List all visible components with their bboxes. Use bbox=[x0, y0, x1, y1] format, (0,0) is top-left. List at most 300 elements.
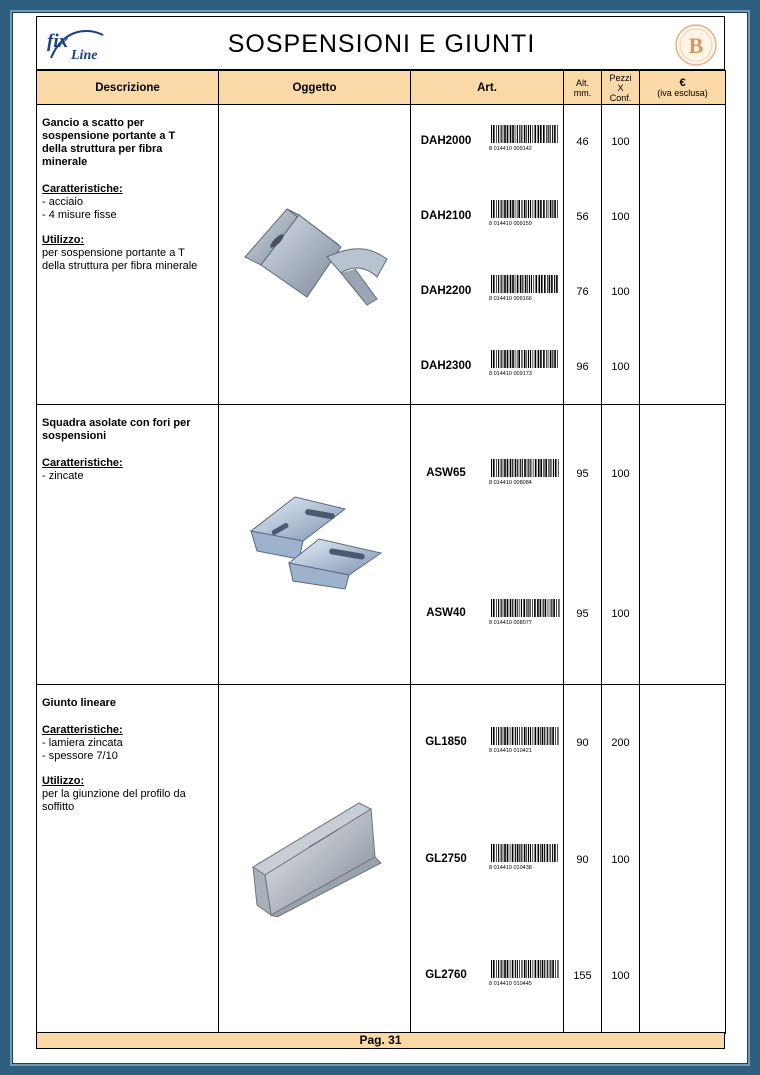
barcode-bar bbox=[522, 459, 523, 477]
barcode-bar bbox=[557, 125, 558, 143]
svg-text:8 014410 010421: 8 014410 010421 bbox=[489, 748, 532, 753]
barcode-bar bbox=[528, 200, 529, 218]
object-cell bbox=[219, 685, 411, 1034]
barcode-bar bbox=[517, 727, 518, 745]
barcode-bar bbox=[540, 960, 541, 978]
caratteristiche-label: Caratteristiche: bbox=[42, 183, 123, 195]
barcode-bar bbox=[542, 960, 544, 978]
col-prezzo: € (iva esclusa) bbox=[640, 71, 726, 105]
barcode-bar bbox=[504, 844, 506, 862]
barcode-bar bbox=[498, 599, 499, 617]
barcode-bar bbox=[504, 459, 506, 477]
barcode-bar bbox=[547, 844, 549, 862]
barcode-bar bbox=[515, 125, 516, 143]
alt-value: 90 bbox=[576, 854, 589, 866]
barcode-bar bbox=[557, 727, 558, 745]
giunto-profile-image bbox=[249, 797, 384, 917]
barcode-bar bbox=[536, 275, 538, 293]
barcode-bar bbox=[524, 727, 526, 745]
barcode-bar bbox=[507, 459, 509, 477]
barcode-bar bbox=[554, 200, 556, 218]
barcode-bar bbox=[528, 960, 529, 978]
barcode-bar bbox=[503, 844, 504, 862]
barcode-bar bbox=[522, 275, 523, 293]
svg-text:Line: Line bbox=[71, 48, 98, 63]
barcode-bar bbox=[493, 459, 495, 477]
barcode-bar bbox=[496, 599, 497, 617]
barcode-bar bbox=[520, 459, 521, 477]
barcode-bar bbox=[543, 350, 545, 368]
article-code: DAH2300 bbox=[420, 360, 472, 372]
svg-text:fix: fix bbox=[47, 31, 69, 52]
product-title: Gancio a scatto per sospensione portante a T della struttura per fibra minerale bbox=[42, 117, 176, 168]
barcode-bar bbox=[504, 200, 506, 218]
barcode-bar bbox=[491, 350, 492, 368]
barcode-bar bbox=[549, 275, 551, 293]
barcode-bar bbox=[548, 599, 549, 617]
barcode-bar bbox=[535, 844, 537, 862]
barcode-bar bbox=[546, 125, 547, 143]
barcode-bar bbox=[548, 459, 549, 477]
product-title: Giunto lineare bbox=[42, 697, 116, 709]
barcode-bar bbox=[547, 275, 548, 293]
description-cell: Giunto lineare Caratteristiche: - lamiera zincata - spessore 7/10 Utilizzo: per la giunzione del profilo da soffitto bbox=[37, 685, 219, 1034]
barcode-bar bbox=[552, 844, 553, 862]
barcode-bar bbox=[556, 275, 558, 293]
art-cell bbox=[411, 105, 564, 405]
barcode-bar bbox=[550, 350, 552, 368]
barcode-bar bbox=[526, 844, 527, 862]
barcode-bar bbox=[510, 200, 512, 218]
svg-text:8 014410 008077: 8 014410 008077 bbox=[489, 620, 532, 625]
barcode-bar bbox=[534, 599, 536, 617]
object-cell bbox=[219, 405, 411, 685]
barcode-bar bbox=[526, 960, 527, 978]
barcode-bar bbox=[533, 459, 534, 477]
barcode-bar bbox=[503, 727, 504, 745]
barcode-bar bbox=[517, 125, 518, 143]
table-row bbox=[37, 405, 726, 685]
barcode-bar bbox=[555, 727, 556, 745]
barcode-bar bbox=[491, 125, 492, 143]
barcode-bar bbox=[552, 350, 553, 368]
barcode-bar bbox=[491, 459, 492, 477]
catalog-page bbox=[36, 16, 725, 1049]
barcode-bar bbox=[510, 599, 512, 617]
barcode-bar bbox=[504, 960, 506, 978]
page-number: Pag. 31 bbox=[36, 1032, 725, 1049]
table-row bbox=[37, 685, 726, 1034]
barcode-bar bbox=[498, 275, 499, 293]
barcode bbox=[489, 960, 561, 986]
barcode-bar bbox=[550, 960, 551, 978]
barcode-bar bbox=[538, 350, 540, 368]
barcode-bar bbox=[501, 844, 502, 862]
barcode-bar bbox=[544, 960, 545, 978]
svg-text:8 014410 009142: 8 014410 009142 bbox=[489, 146, 532, 151]
barcode-bar bbox=[491, 844, 492, 862]
barcode-bar bbox=[493, 200, 495, 218]
barcode-bar bbox=[517, 350, 518, 368]
barcode-bar bbox=[493, 960, 495, 978]
barcode-bar bbox=[496, 844, 497, 862]
barcode-bar bbox=[504, 125, 506, 143]
caratteristiche-label: Caratteristiche: bbox=[42, 457, 123, 469]
alt-value: 155 bbox=[573, 970, 592, 982]
barcode-bar bbox=[521, 960, 522, 978]
barcode-bar bbox=[501, 599, 502, 617]
barcode-bar bbox=[519, 844, 520, 862]
barcode-bar bbox=[520, 275, 522, 293]
pezzi-cell bbox=[602, 105, 640, 405]
barcode-bar bbox=[528, 727, 529, 745]
barcode-bar bbox=[527, 275, 528, 293]
article-code: GL1850 bbox=[425, 736, 467, 748]
barcode-bar bbox=[530, 844, 531, 862]
article-code: GL2760 bbox=[425, 969, 467, 981]
barcode-bar bbox=[496, 350, 497, 368]
barcode-bar bbox=[493, 844, 495, 862]
barcode-bar bbox=[549, 960, 550, 978]
barcode-bar bbox=[532, 844, 533, 862]
barcode-bar bbox=[519, 727, 520, 745]
barcode-bar bbox=[517, 599, 518, 617]
barcode bbox=[489, 727, 561, 753]
barcode-bar bbox=[493, 727, 495, 745]
barcode-bar bbox=[526, 350, 527, 368]
barcode-bar bbox=[535, 727, 537, 745]
barcode-bar bbox=[498, 459, 499, 477]
price-cell bbox=[640, 405, 726, 685]
barcode-bar bbox=[510, 350, 512, 368]
barcode-bar bbox=[501, 200, 502, 218]
barcode-bar bbox=[524, 200, 526, 218]
barcode-bar bbox=[545, 459, 547, 477]
barcode-bar bbox=[557, 844, 558, 862]
barcode-bar bbox=[501, 350, 502, 368]
table-header-row bbox=[37, 71, 726, 105]
barcode-bar bbox=[498, 125, 499, 143]
barcode-bar bbox=[544, 275, 546, 293]
barcode-bar bbox=[519, 125, 520, 143]
barcode-bar bbox=[501, 459, 502, 477]
barcode-bar bbox=[533, 200, 534, 218]
barcode-bar bbox=[504, 599, 506, 617]
squadra-bracket-image bbox=[249, 493, 384, 593]
alt-value: 56 bbox=[576, 211, 589, 223]
barcode bbox=[489, 125, 561, 151]
barcode-bar bbox=[504, 275, 506, 293]
barcode-bar bbox=[498, 350, 499, 368]
barcode-bar bbox=[535, 125, 537, 143]
barcode-bar bbox=[491, 275, 492, 293]
barcode-bar bbox=[521, 727, 522, 745]
barcode bbox=[489, 200, 561, 226]
barcode-bar bbox=[530, 350, 531, 368]
barcode-bar bbox=[515, 727, 516, 745]
alt-cell bbox=[564, 105, 602, 405]
barcode-bar bbox=[510, 275, 512, 293]
barcode-bar bbox=[524, 459, 526, 477]
barcode-bar bbox=[512, 599, 513, 617]
barcode-bar bbox=[554, 125, 556, 143]
barcode-bar bbox=[554, 350, 556, 368]
barcode-bar bbox=[528, 599, 529, 617]
barcode-bar bbox=[549, 727, 550, 745]
barcode-bar bbox=[496, 459, 497, 477]
barcode-bar bbox=[503, 599, 504, 617]
barcode-bar bbox=[537, 599, 539, 617]
barcode-bar bbox=[539, 275, 541, 293]
barcode-bar bbox=[503, 459, 504, 477]
barcode-bar bbox=[493, 599, 495, 617]
article-code: ASW40 bbox=[426, 607, 466, 619]
barcode-bar bbox=[526, 125, 527, 143]
barcode-bar bbox=[521, 200, 522, 218]
svg-text:8 014410 010438: 8 014410 010438 bbox=[489, 865, 532, 870]
barcode-bar bbox=[521, 125, 522, 143]
barcode-bar bbox=[518, 200, 520, 218]
barcode-bar bbox=[531, 275, 532, 293]
barcode-bar bbox=[501, 960, 502, 978]
barcode-bar bbox=[510, 960, 511, 978]
barcode-bar bbox=[544, 844, 545, 862]
barcode-bar bbox=[517, 200, 518, 218]
barcode bbox=[489, 459, 561, 485]
article-code: ASW65 bbox=[426, 467, 466, 479]
barcode-bar bbox=[493, 350, 495, 368]
barcode-bar bbox=[532, 125, 533, 143]
barcode-bar bbox=[518, 350, 520, 368]
pezzi-value: 100 bbox=[611, 608, 630, 620]
barcode-bar bbox=[507, 727, 509, 745]
article-code: DAH2100 bbox=[420, 210, 472, 222]
page-header bbox=[36, 16, 725, 70]
barcode-bar bbox=[552, 200, 553, 218]
barcode-bar bbox=[526, 727, 527, 745]
barcode-bar bbox=[491, 727, 492, 745]
utilizzo-label: Utilizzo: bbox=[42, 775, 85, 787]
barcode-bar bbox=[515, 275, 516, 293]
barcode-bar bbox=[533, 960, 534, 978]
barcode-bar bbox=[491, 599, 492, 617]
caratteristiche-label: Caratteristiche: bbox=[42, 724, 123, 736]
barcode-bar bbox=[554, 275, 555, 293]
barcode-bar bbox=[533, 350, 534, 368]
barcode-bar bbox=[540, 350, 542, 368]
barcode-bar bbox=[528, 844, 529, 862]
article-code: GL2750 bbox=[425, 853, 467, 865]
pezzi-cell bbox=[602, 405, 640, 685]
product-title: Squadra asolate con fori per sospensioni bbox=[42, 417, 191, 442]
barcode-bar bbox=[540, 459, 542, 477]
barcode-bar bbox=[501, 275, 502, 293]
barcode-bar bbox=[512, 459, 513, 477]
barcode-bar bbox=[542, 727, 544, 745]
barcode-bar bbox=[521, 844, 522, 862]
barcode-bar bbox=[532, 599, 533, 617]
barcode-bar bbox=[496, 125, 497, 143]
alt-cell bbox=[564, 405, 602, 685]
barcode-bar bbox=[550, 599, 551, 617]
alt-value: 95 bbox=[576, 608, 589, 620]
barcode-bar bbox=[519, 599, 520, 617]
barcode-bar bbox=[528, 459, 529, 477]
barcode-bar bbox=[550, 125, 551, 143]
barcode-bar bbox=[530, 200, 531, 218]
pezzi-value: 100 bbox=[611, 468, 630, 480]
barcode-bar bbox=[543, 599, 544, 617]
barcode-bar bbox=[550, 200, 552, 218]
barcode-bar bbox=[548, 125, 549, 143]
brand-b-logo bbox=[674, 23, 718, 67]
barcode-bar bbox=[550, 844, 551, 862]
col-descrizione: Descrizione bbox=[37, 71, 219, 105]
barcode-bar bbox=[503, 275, 504, 293]
barcode-bar bbox=[527, 459, 528, 477]
object-cell bbox=[219, 105, 411, 405]
barcode-bar bbox=[555, 960, 556, 978]
barcode-bar bbox=[496, 960, 497, 978]
barcode-bar bbox=[515, 599, 517, 617]
barcode-bar bbox=[550, 727, 551, 745]
barcode-bar bbox=[533, 727, 534, 745]
barcode-bar bbox=[491, 960, 492, 978]
barcode-bar bbox=[517, 844, 519, 862]
barcode-bar bbox=[523, 599, 525, 617]
barcode-bar bbox=[535, 200, 537, 218]
barcode-bar bbox=[550, 459, 551, 477]
barcode-bar bbox=[558, 599, 559, 617]
barcode-bar bbox=[541, 275, 543, 293]
barcode-bar bbox=[517, 275, 519, 293]
barcode-bar bbox=[542, 844, 544, 862]
barcode-bar bbox=[517, 960, 518, 978]
barcode bbox=[489, 275, 561, 301]
barcode-bar bbox=[538, 727, 540, 745]
barcode-bar bbox=[507, 350, 509, 368]
barcode-bar bbox=[547, 960, 548, 978]
alt-value: 95 bbox=[576, 468, 589, 480]
barcode-bar bbox=[521, 599, 522, 617]
pezzi-value: 100 bbox=[611, 286, 630, 298]
barcode-bar bbox=[515, 459, 517, 477]
barcode-bar bbox=[547, 727, 548, 745]
barcode-bar bbox=[545, 599, 547, 617]
barcode bbox=[489, 599, 561, 625]
barcode-bar bbox=[512, 125, 514, 143]
col-pezzi: Pezzi X Conf. bbox=[602, 71, 640, 105]
barcode-bar bbox=[530, 459, 531, 477]
barcode-bar bbox=[557, 200, 558, 218]
article-code: DAH2200 bbox=[420, 285, 472, 297]
barcode-bar bbox=[535, 960, 537, 978]
alt-value: 46 bbox=[576, 136, 589, 148]
barcode-bar bbox=[528, 350, 529, 368]
utilizzo-label: Utilizzo: bbox=[42, 234, 85, 246]
barcode-bar bbox=[551, 275, 553, 293]
col-alt: Alt. mm. bbox=[564, 71, 602, 105]
article-code: DAH2000 bbox=[420, 135, 472, 147]
description-cell: Squadra asolate con fori per sospensioni Caratteristiche: - zincate bbox=[37, 405, 219, 685]
description-cell: Gancio a scatto per sospensione portante a T della struttura per fibra minerale Caratteristiche: - acciaio - 4 misure fisse Utilizzo: per sospensione portante a T della struttura per fibra minerale bbox=[37, 105, 219, 405]
barcode-bar bbox=[507, 125, 509, 143]
barcode-bar bbox=[517, 459, 518, 477]
pezzi-value: 200 bbox=[611, 737, 630, 749]
barcode-bar bbox=[548, 350, 549, 368]
barcode-bar bbox=[512, 844, 514, 862]
barcode-bar bbox=[515, 960, 516, 978]
barcode-bar bbox=[543, 459, 544, 477]
barcode-bar bbox=[556, 599, 557, 617]
barcode-bar bbox=[526, 599, 527, 617]
barcode-bar bbox=[540, 200, 542, 218]
barcode-bar bbox=[503, 960, 504, 978]
barcode-bar bbox=[530, 727, 531, 745]
art-cell bbox=[411, 685, 564, 1034]
barcode-bar bbox=[510, 727, 511, 745]
barcode-bar bbox=[540, 727, 541, 745]
barcode-bar bbox=[540, 844, 541, 862]
barcode-bar bbox=[496, 275, 497, 293]
barcode-bar bbox=[529, 275, 530, 293]
alt-cell bbox=[564, 685, 602, 1034]
product-table bbox=[36, 70, 726, 1034]
barcode-bar bbox=[524, 350, 526, 368]
barcode-bar bbox=[551, 599, 552, 617]
alt-value: 76 bbox=[576, 286, 589, 298]
barcode-bar bbox=[530, 960, 531, 978]
barcode-bar bbox=[507, 275, 509, 293]
barcode-bar bbox=[524, 844, 526, 862]
svg-text:8 014410 009173: 8 014410 009173 bbox=[489, 371, 532, 376]
table-row bbox=[37, 105, 726, 405]
col-art: Art. bbox=[411, 71, 564, 105]
barcode-bar bbox=[493, 125, 495, 143]
barcode-bar bbox=[530, 125, 531, 143]
pezzi-value: 100 bbox=[611, 136, 630, 148]
barcode-bar bbox=[528, 125, 529, 143]
barcode-bar bbox=[540, 125, 542, 143]
barcode-bar bbox=[526, 200, 527, 218]
barcode-bar bbox=[507, 960, 509, 978]
barcode-bar bbox=[501, 125, 502, 143]
barcode-bar bbox=[493, 275, 495, 293]
barcode-bar bbox=[543, 200, 545, 218]
barcode bbox=[489, 844, 561, 870]
barcode-bar bbox=[552, 125, 553, 143]
barcode-bar bbox=[496, 727, 497, 745]
barcode-bar bbox=[504, 350, 506, 368]
barcode-bar bbox=[553, 599, 555, 617]
pezzi-cell bbox=[602, 685, 640, 1034]
barcode-bar bbox=[538, 960, 540, 978]
barcode-bar bbox=[515, 844, 516, 862]
barcode-bar bbox=[548, 200, 549, 218]
barcode-bar bbox=[519, 960, 520, 978]
barcode-bar bbox=[512, 275, 514, 293]
barcode-bar bbox=[557, 350, 558, 368]
pezzi-value: 100 bbox=[611, 854, 630, 866]
pezzi-value: 100 bbox=[611, 211, 630, 223]
barcode-bar bbox=[554, 844, 556, 862]
barcode-bar bbox=[525, 275, 527, 293]
barcode-bar bbox=[524, 960, 526, 978]
barcode-bar bbox=[538, 200, 540, 218]
barcode-bar bbox=[535, 350, 537, 368]
barcode bbox=[489, 350, 561, 376]
barcode-bar bbox=[538, 459, 540, 477]
